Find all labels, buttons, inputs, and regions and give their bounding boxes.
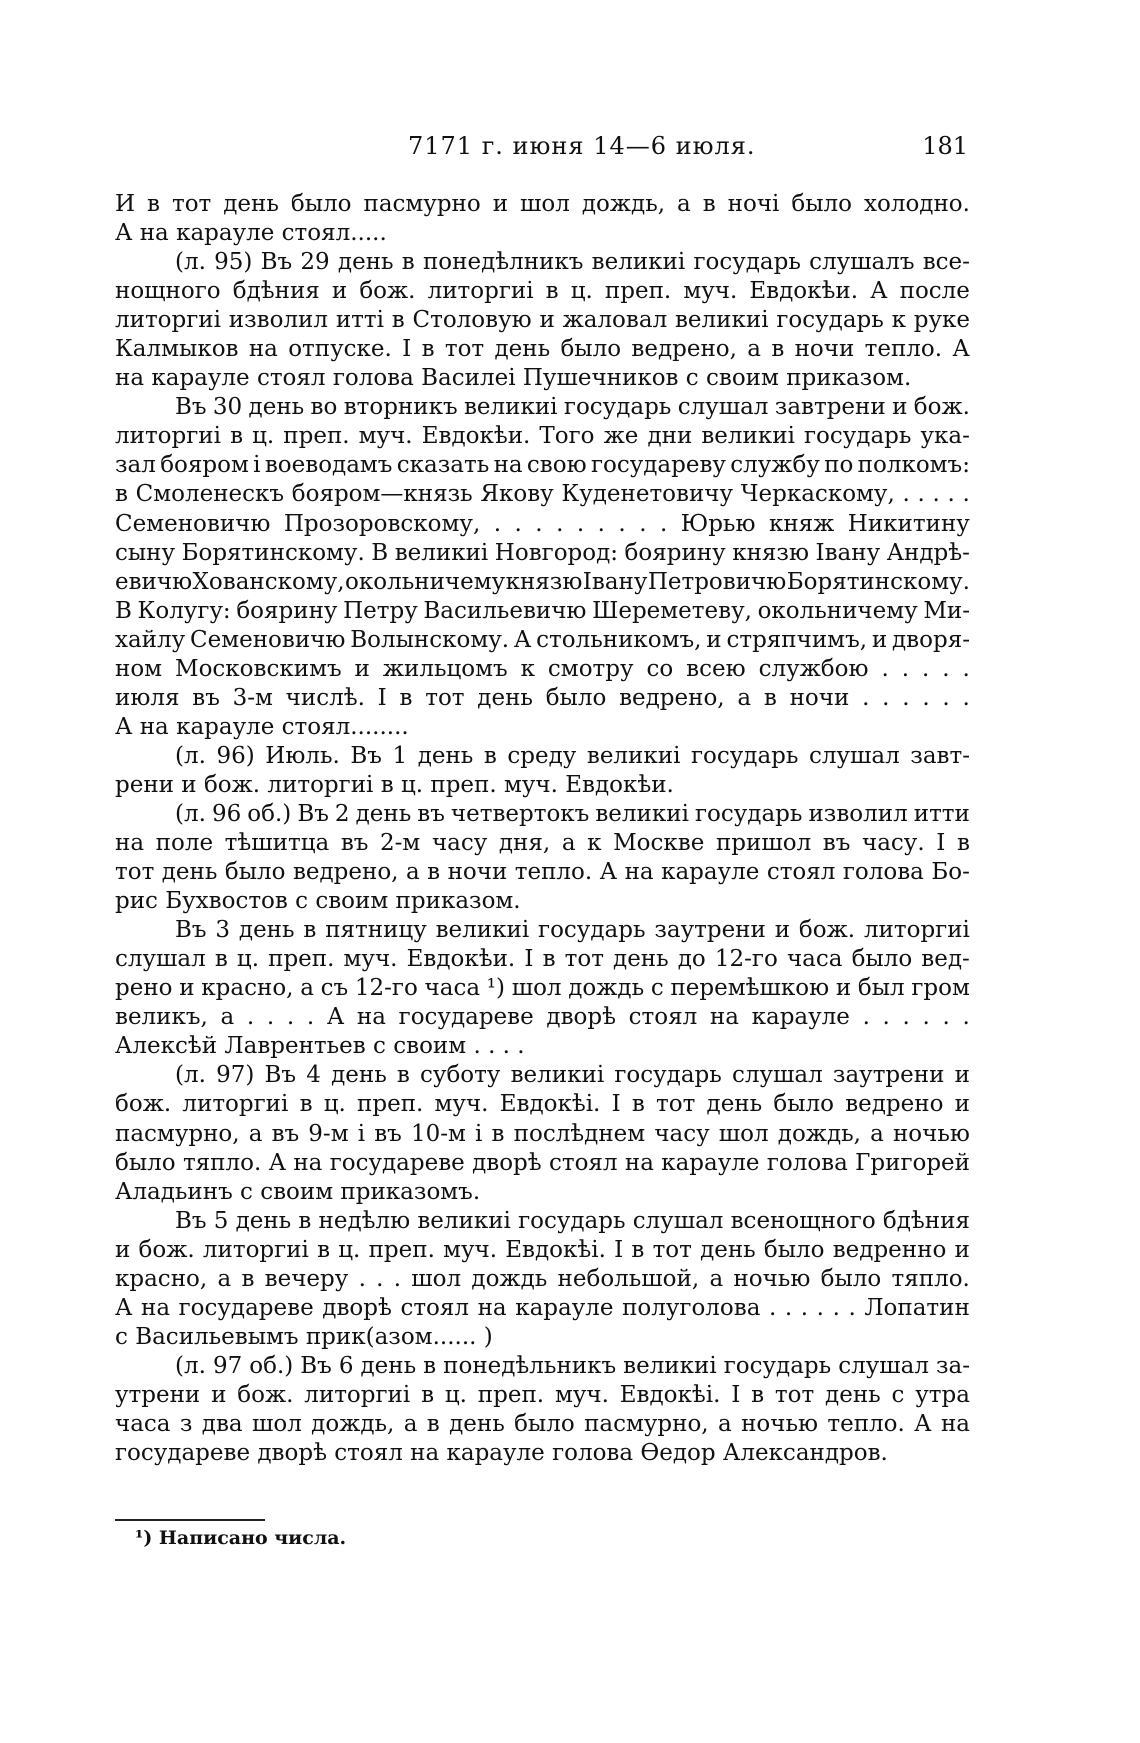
- text-line: хайлу Семеновичю Волынскому. А стольникомъ, и стряпчимъ, и дворя-: [115, 626, 970, 653]
- text-line: утрени и бож. литоргиі в ц. преп. муч. Евдокѣі. І в тот день с утра: [115, 1381, 970, 1408]
- text-line: Калмыков на отпуске. І в тот день было ведрено, а в ночи тепло. А: [115, 336, 970, 363]
- text-line: зал бояром і воеводамъ сказать на свою государеву службу по полкомъ:: [115, 452, 970, 479]
- page-number: 181: [922, 132, 968, 160]
- text-line: рено и красно, а съ 12-го часа ¹) шол дождь с перемѣшкою и был гром: [115, 975, 970, 1002]
- text-line: (л. 97) Въ 4 день в суботу великиі государь слушал заутрени и: [175, 1062, 970, 1089]
- text-line: государеве дворѣ стоял на карауле голова Өедор Александров.: [115, 1440, 888, 1467]
- text-line: великъ, а . . . . А на государеве дворѣ стоял на карауле . . . . . .: [115, 1004, 970, 1031]
- text-line: слушал в ц. преп. муч. Евдокѣи. І в тот день до 12-го часа было вед-: [115, 946, 970, 973]
- text-line: (л. 96) Июль. Въ 1 день в среду великиі государь слушал завт-: [175, 742, 970, 769]
- text-line: часа з два шол дождь, а в день было пасмурно, а ночью тепло. А на: [115, 1410, 970, 1437]
- text-line: сыну Борятинскому. В великиі Новгород: боярину князю Івану Андрѣ-: [115, 539, 970, 566]
- text-line: литоргиі в ц. преп. муч. Евдокѣи. Того же дни великиі государь ука-: [115, 423, 970, 450]
- text-line: рис Бухвостов с своим приказом.: [115, 888, 521, 915]
- text-line: на поле тѣшитца въ 2-м часу дня, а к Москве пришол въ часу. І в: [115, 830, 970, 857]
- text-line: июля въ 3-м числѣ. І в тот день было ведрено, а в ночи . . . . . .: [115, 684, 970, 711]
- text-line: А на государеве дворѣ стоял на карауле полуголова . . . . . . Лопатин: [115, 1294, 970, 1321]
- running-title: 7171 г. июня 14—6 июля.: [408, 132, 756, 160]
- text-line: на карауле стоял голова Василеі Пушечников с своим приказом.: [115, 365, 912, 392]
- text-line: с Васильевымъ прик(азом...... ): [115, 1323, 493, 1350]
- text-line: бож. литоргиі в ц. преп. муч. Евдокѣі. І в тот день было ведрено и: [115, 1091, 970, 1118]
- text-line: Въ 5 день в недѣлю великиі государь слушал всенощного бдѣния: [175, 1207, 970, 1234]
- footnote: ¹) Написано числа.: [135, 1527, 347, 1549]
- text-line: Аладьинъ с своим приказомъ.: [115, 1178, 481, 1205]
- text-line: тот день было ведрено, а в ночи тепло. А на карауле стоял голова Бо-: [115, 859, 970, 886]
- text-line: Алексѣй Лаврентьев с своим . . . .: [115, 1033, 525, 1060]
- text-line: (л. 96 об.) Въ 2 день въ четвертокъ великиі государь изволил итти: [175, 800, 970, 827]
- text-line: было тяпло. А на государеве дворѣ стоял на карауле голова Григорей: [115, 1149, 970, 1176]
- text-line: ном Московскимъ и жильцомъ к смотру со всею службою . . . . .: [115, 655, 970, 682]
- text-line: Семеновичю Прозоровскому, . . . . . . . . . Юрью княж Никитину: [115, 510, 970, 537]
- text-line: красно, а в вечеру . . . шол дождь небольшой, а ночью было тяпло.: [115, 1265, 970, 1292]
- body-text: [115, 190, 970, 1468]
- page-header: [118, 128, 968, 164]
- text-line: Въ 30 день во вторникъ великиі государь слушал завтрени и бож.: [175, 394, 970, 421]
- text-line: А на карауле стоял........: [115, 713, 409, 740]
- text-line: и бож. литоргиі в ц. преп. муч. Евдокѣі. І в тот день было ведренно и: [115, 1236, 970, 1263]
- text-line: евичю Хованскому, окольничему князю Івану Петровичю Борятинскому.: [115, 568, 970, 595]
- text-line: нощного бдѣния и бож. литоргиі в ц. преп. муч. Евдокѣи. А после: [115, 278, 970, 305]
- text-line: литоргиі изволил итті в Столовую и жаловал великиі государь к руке: [115, 307, 970, 334]
- text-line: А на карауле стоял.....: [115, 220, 387, 247]
- text-line: Въ 3 день в пятницу великиі государь заутрени и бож. литоргиі: [175, 917, 970, 944]
- text-line: (л. 97 об.) Въ 6 день в понедѣльникъ великиі государь слушал за-: [175, 1352, 970, 1379]
- text-line: И в тот день было пасмурно и шол дождь, а в ночі было холодно.: [115, 191, 970, 217]
- text-line: (л. 95) Въ 29 день в понедѣлникъ великиі государь слушалъ все-: [175, 249, 970, 276]
- text-line: в Смоленескъ бояром—князь Якову Куденетовичу Черкаскому, . . . . .: [115, 481, 970, 508]
- text-line: рени и бож. литоргиі в ц. преп. муч. Евдокѣи.: [115, 771, 674, 798]
- text-line: пасмурно, а въ 9-м і въ 10-м і в послѣднем часу шол дождь, а ночью: [115, 1120, 970, 1147]
- footnote-divider: [115, 1519, 265, 1521]
- text-line: В Колугу: боярину Петру Васильевичю Шереметеву, окольничему Ми-: [115, 597, 970, 624]
